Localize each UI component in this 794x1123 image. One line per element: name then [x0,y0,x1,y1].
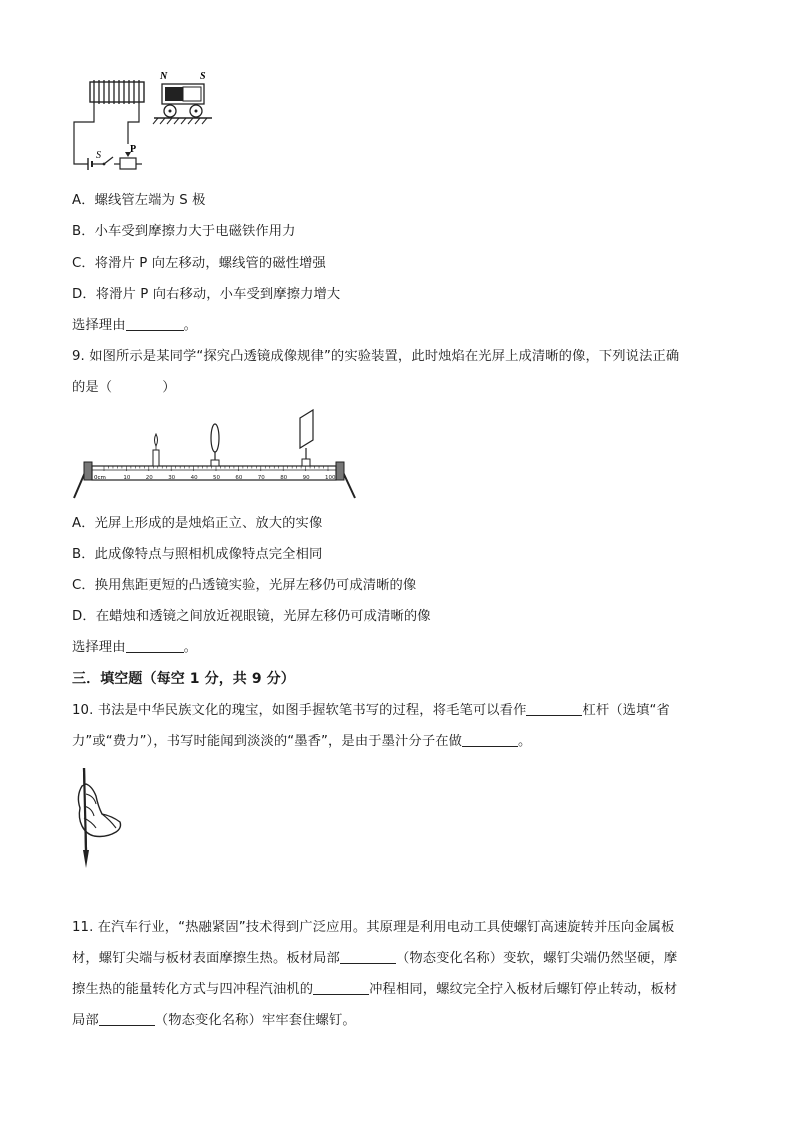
q10-blank-1[interactable] [526,702,582,716]
bench-tick-label: 40 [190,475,198,481]
q10-line1 [72,701,670,721]
q11-blank-1[interactable] [340,950,396,964]
q11-line1: 11. 在汽车行业，“热融紧固”技术得到广泛应用。其原理是利用电动工具使螺钉高速旋转并压向金属板 [72,920,675,935]
q10-line1-b: 杠杆（选填“省 [582,703,670,718]
q11-line2 [72,949,677,969]
q9-stem-line2 [72,378,176,398]
q11-line2-b: （物态变化名称）变软，螺钉尖端仍然坚硬，摩 [395,951,678,966]
switch-label: S [96,150,101,161]
q9-reason-suffix: 。 [183,640,197,655]
q9-stem-open: 的是（ [72,380,113,395]
q11-line3 [72,980,677,1000]
q9-reason-line [72,638,197,658]
q9-stem-close: ） [162,380,176,395]
q9-option-d: D．在蜡烛和透镜之间放近视眼镜，光屏左移仍可成清晰的像 [72,609,431,624]
q8-option-d: D．将滑片 P 向右移动，小车受到摩擦力增大 [72,287,341,302]
q9-option-c: C．换用焦距更短的凸透镜实验，光屏左移仍可成清晰的像 [72,578,417,593]
q10-blank-2[interactable] [462,733,518,747]
q8-reason-prefix: 选择理由 [72,318,126,333]
q9-reason-prefix: 选择理由 [72,640,126,655]
bench-tick-label: 60 [235,475,243,481]
q8-reason-suffix: 。 [183,318,197,333]
bench-unit-label: 0cm [94,475,106,481]
q10-line2-b: 。 [518,734,532,749]
q11-line4-a: 局部 [72,1013,99,1028]
q9-option-a: A．光屏上形成的是烛焰正立、放大的实像 [72,516,323,531]
bench-tick-label: 20 [145,475,153,481]
q11-blank-3[interactable] [99,1012,155,1026]
pole-n-label: N [160,71,168,82]
electromagnet-figure [66,66,216,176]
q8-option-b: B．小车受到摩擦力大于电磁铁作用力 [72,224,296,239]
bench-tick-label: 90 [302,475,310,481]
q8-reason-line [72,316,197,336]
q11-line4 [72,1011,356,1031]
q11-line4-b: （物态变化名称）牢牢套住螺钉。 [154,1013,356,1028]
q10-line2 [72,732,531,752]
bench-tick-label: 100 [325,475,336,481]
bench-tick-label: 50 [213,475,220,481]
q11-line3-b: 冲程相同，螺纹完全拧入板材后螺钉停止转动，板材 [369,982,678,997]
q9-option-b: B．此成像特点与照相机成像特点完全相同 [72,547,323,562]
pole-s-label: S [200,71,206,82]
q8-reason-blank[interactable] [126,317,184,331]
q8-option-a: A．螺线管左端为 S 极 [72,193,206,208]
q11-line2-a: 材，螺钉尖端与板材表面摩擦生热。板材局部 [72,951,340,966]
bench-tick-label: 80 [280,475,288,481]
q11-blank-2[interactable] [313,981,369,995]
q10-line1-a: 10. 书法是中华民族文化的瑰宝，如图手握软笔书写的过程，将毛笔可以看作 [72,703,527,718]
q11-line3-a: 擦生热的能量转化方式与四冲程汽油机的 [72,982,314,997]
q9-stem-line1: 9. 如图所示是某同学“探究凸透镜成像规律”的实验装置，此时烛焰在光屏上成清晰的像，下列说法正确 [72,349,680,364]
bench-tick-label: 70 [257,475,265,481]
brush-hand-figure [72,766,128,872]
q10-line2-a: 力”或“费力”），书写时能闻到淡淡的“墨香”，是由于墨汁分子在做 [72,734,463,749]
optical-bench-figure [70,404,360,502]
slider-label: P [130,144,137,155]
q8-option-c: C．将滑片 P 向左移动，螺线管的磁性增强 [72,256,326,271]
section-3-title: 三．填空题（每空 1 分，共 9 分） [72,671,295,687]
bench-tick-label: 30 [168,475,176,481]
bench-tick-label: 10 [123,475,131,481]
q9-reason-blank[interactable] [126,639,184,653]
